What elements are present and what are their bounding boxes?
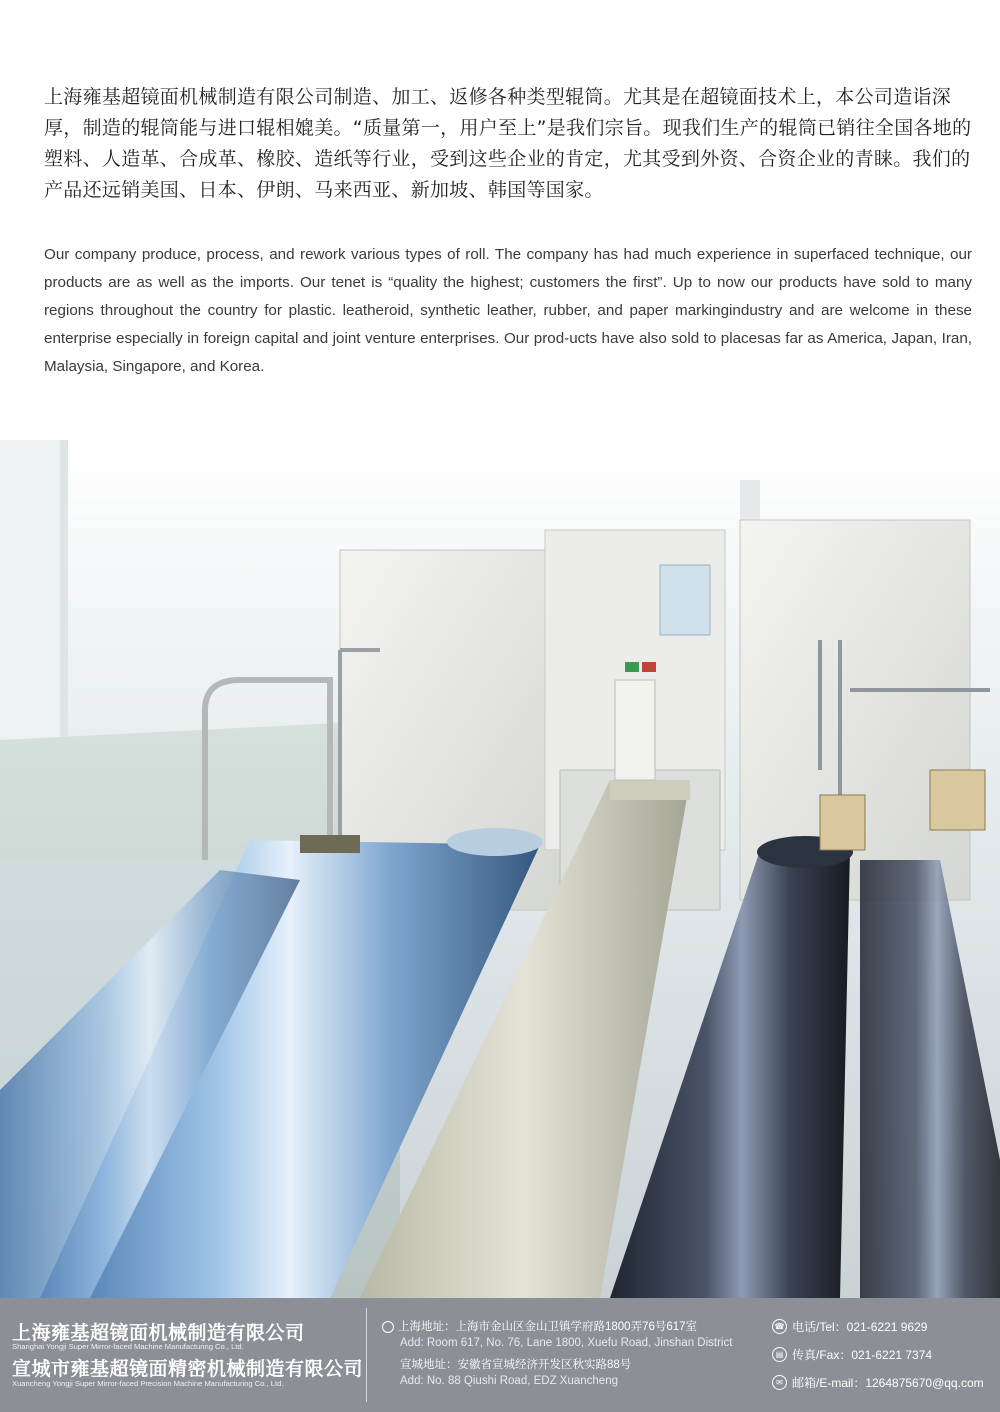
phone-text: 电话/Tel：021-6221 9629 — [792, 1320, 928, 1334]
location-icon — [382, 1321, 394, 1333]
address-shanghai-cn — [382, 1318, 697, 1334]
company1-name-cn: 上海雍基超镜面机械制造有限公司 — [12, 1322, 305, 1344]
footer-divider — [366, 1308, 367, 1402]
fax-icon: ▤ — [772, 1347, 787, 1362]
intro-chinese-paragraph: 上海雍基超镜面机械制造有限公司制造、加工、返修各种类型辊筒。尤其是在超镜面技术上，本公司造诣深厚，制造的辊筒能与进口辊相媲美。“质量第一，用户至上”是我们宗旨。现我们生产的辊筒已销往全国各地的塑料、人造革、合成革、橡胶、造纸等行业，受到这些企业的肯定，尤其受到外资、合资企业的青睐。我们的产品还远销美国、日本、伊朗、马来西亚、新加坡、韩国等国家。 — [44, 86, 972, 201]
footer — [0, 1298, 1000, 1412]
roller-machine-illustration — [0, 440, 1000, 1298]
intro-section — [0, 0, 1000, 440]
email-icon: ✉ — [772, 1375, 787, 1390]
address-shanghai-en: Add: Room 617, No. 76, Lane 1800, Xuefu Road, Jinshan District — [400, 1337, 733, 1349]
company1-name-en: Shanghai Yongji Super Mirror-faced Machine Manufacturing Co., Ltd. — [12, 1342, 244, 1351]
fax-text: 传真/Fax：021-6221 7374 — [792, 1348, 933, 1362]
intro-english-paragraph: Our company produce, process, and rework various types of roll. The company has had much experience in superfaced technique, our products are as well as the imports. Our tenet is “quality the highest; customers the first”. Up to now our products have sold to many regions throughout the country for plastic. leatheroid, synthetic leather, rubber, and paper markingindustry and are welcome in these enterprise especially in foreign capital and joint venture enterprises. Our prod-ucts have also sold to placesas far as America, Japan, Iran, Malaysia, Singapore, and Korea. — [44, 246, 972, 375]
email-contact — [772, 1374, 984, 1391]
company2-name-en: Xuancheng Yongji Super Mirror-faced Precision Machine Manufacturing Co., Ltd. — [12, 1379, 284, 1388]
phone-contact — [772, 1318, 927, 1335]
email-text: 邮箱/E-mail：1264875670@qq.com — [792, 1376, 984, 1390]
address-shanghai-cn-text: 上海地址：上海市金山区金山卫镇学府路1800弄76号617室 — [398, 1321, 698, 1333]
company2-name-cn: 宣城市雍基超镜面精密机械制造有限公司 — [12, 1358, 364, 1380]
address-xuancheng-en: Add: No. 88 Qiushi Road, EDZ Xuancheng — [400, 1375, 618, 1387]
phone-icon: ☎ — [772, 1319, 787, 1334]
factory-photo — [0, 440, 1000, 1298]
address-xuancheng-cn: 宣城地址：安徽省宣城经济开发区秋实路88号 — [400, 1359, 632, 1371]
fax-contact — [772, 1346, 932, 1363]
